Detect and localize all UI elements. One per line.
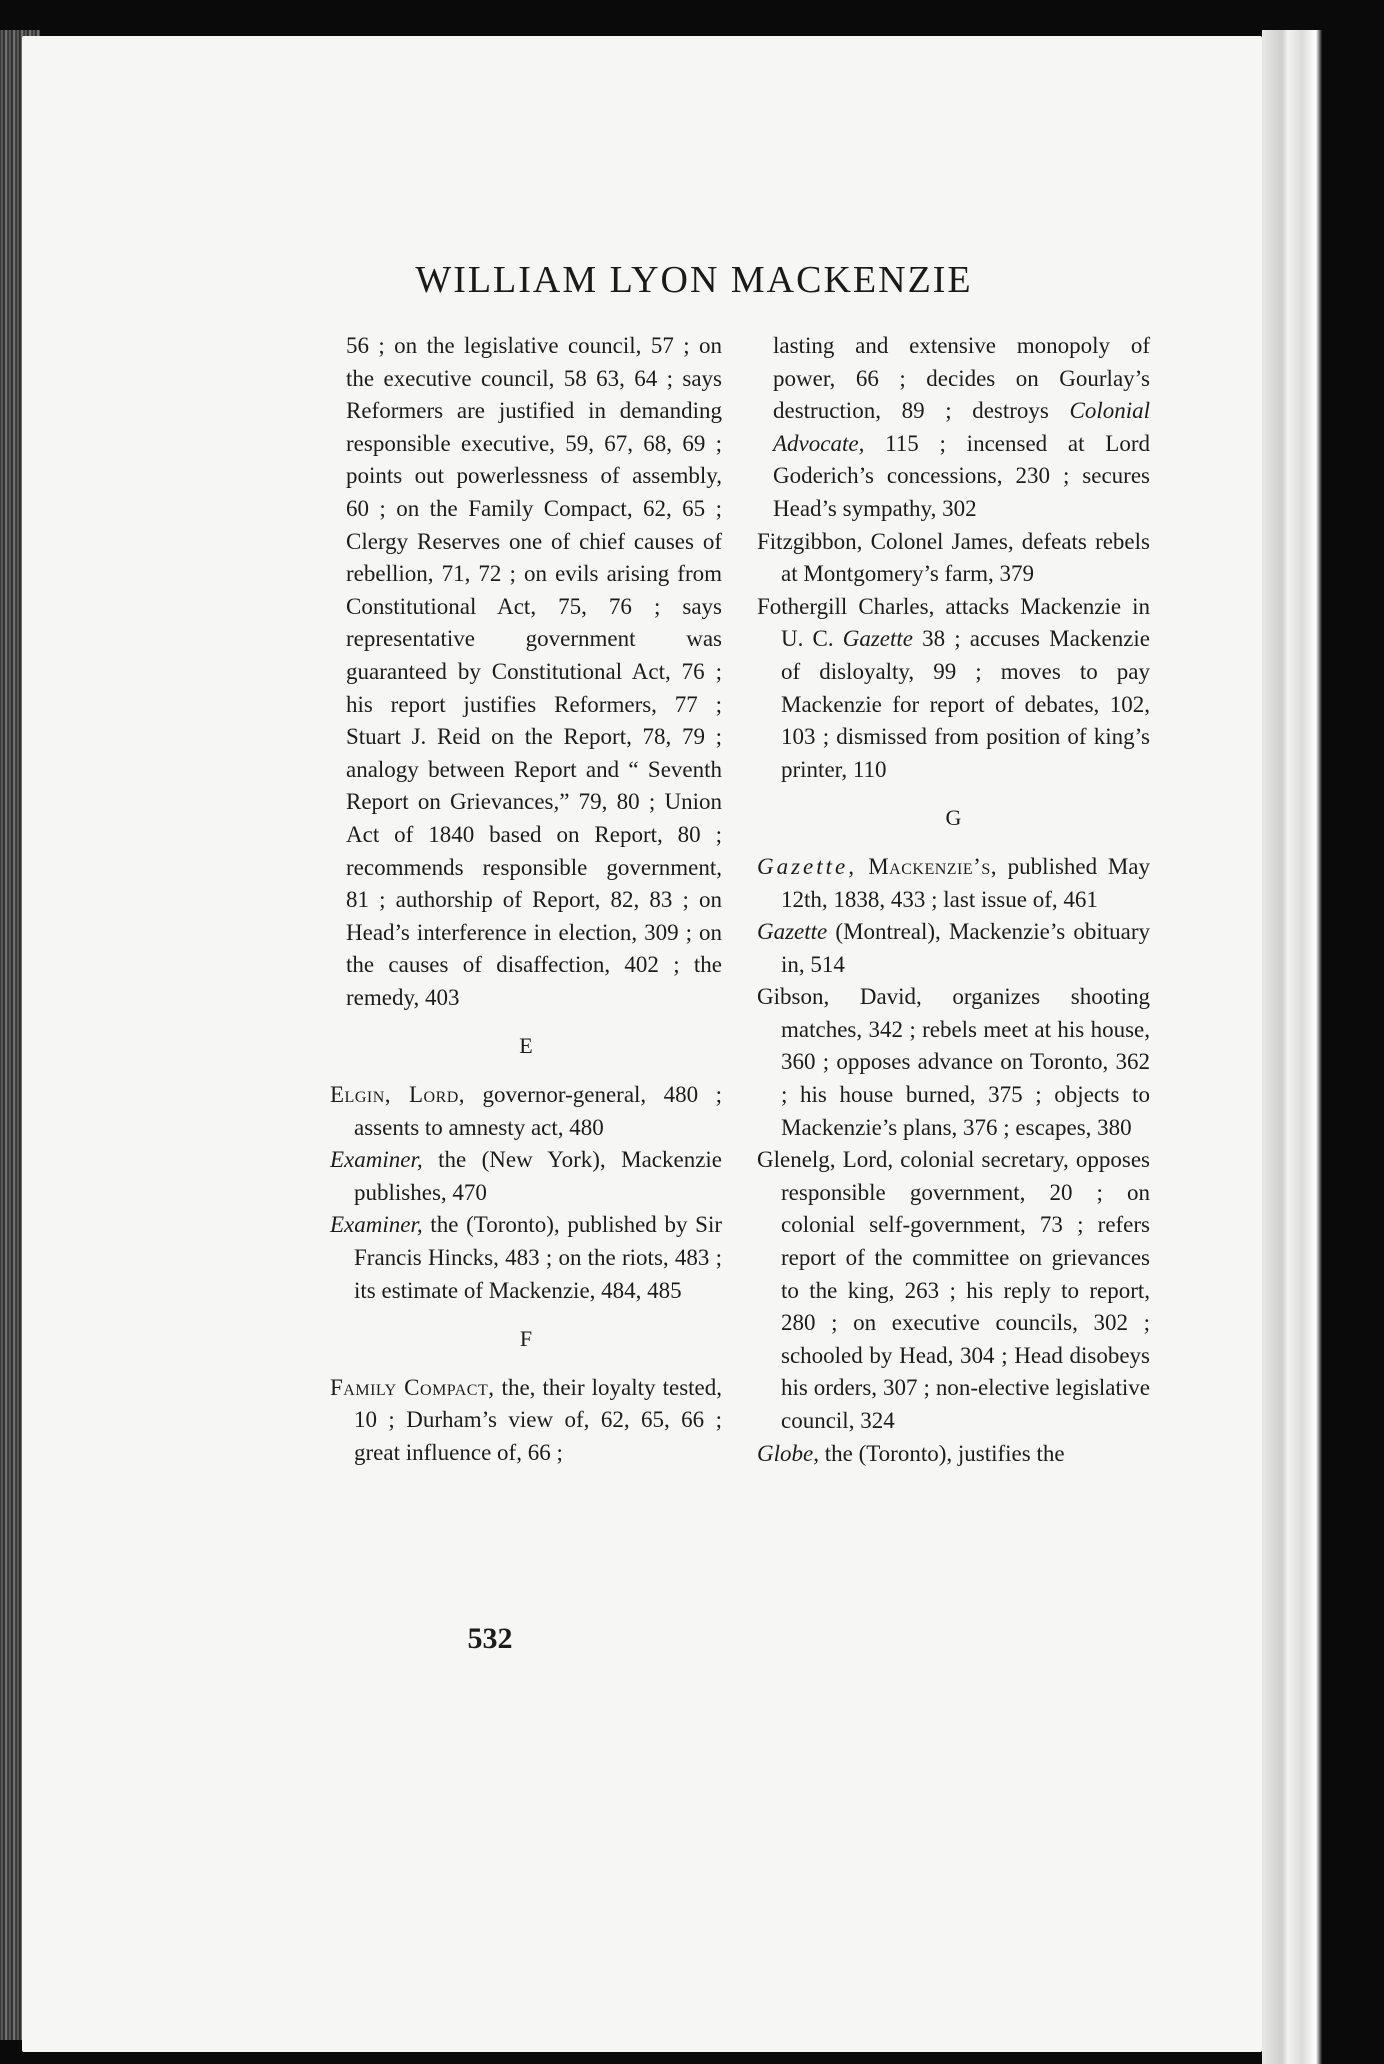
- entry-heading: Gazette: [757, 919, 828, 945]
- running-head: WILLIAM LYON MACKENZIE: [415, 259, 973, 301]
- index-entry-glenelg: Glenelg, Lord, colonial secretary, opposes responsible government, 20 ; on colonial self-government, 73 ; refers report of the committee on grievances to the king, 263 ; his reply to report, 280 ; on executive councils, 302 ; schooled by Head, 304 ; Head disobeys his orders, 307 ; non-elective legislative council, 324: [757, 1147, 1150, 1433]
- index-entry-examiner-toronto: [330, 1209, 722, 1307]
- page-edges-right: [1262, 30, 1322, 2064]
- index-entry-gazette-mackenzie: [757, 851, 1150, 916]
- entry-text: 115 ; incensed at Lord Goderich’s concessions, 230 ; secures Head’s sympathy, 302: [773, 430, 1150, 521]
- entry-text: the (Toronto), justifies the: [818, 1440, 1065, 1466]
- index-column-right: [757, 330, 1150, 1470]
- index-entry-fitzgibbon: Fitzgibbon, Colonel James, defeats rebels at Montgomery’s farm, 379: [757, 528, 1150, 587]
- entry-text: published May 12th, 1838, 433 ; last issue of, 461: [781, 853, 1150, 912]
- index-entry-gibson: Gibson, David, organizes shooting matches, 342 ; rebels meet at his house, 360 ; opposes advance on Toronto, 362 ; his house burned, 375 ; objects to Mackenzie’s plans, 376 ; escapes, 380: [757, 984, 1150, 1140]
- index-entry-durham-continued: 56 ; on the legislative council, 57 ; on the executive council, 58 63, 64 ; says Reformers are justified in demanding responsible executive, 59, 67, 68, 69 ; points out powerlessness of assembly, 60 ; on the Family Compact, 62, 65 ; Clergy Reserves one of chief causes of rebellion, 71, 72 ; on evils arising from Constitutional Act, 75, 76 ; says representative government was guaranteed by Constitutional Act, 76 ; his report justifies Reformers, 77 ; Stuart J. Reid on the Report, 78, 79 ; analogy between Report and “ Seventh Report on Grievances,” 79, 80 ; Union Act of 1840 based on Report, 80 ; recommends responsible government, 81 ; authorship of Report, 82, 83 ; on Head’s interference in election, 309 ; on the causes of disaffection, 402 ; the remedy, 403: [346, 333, 722, 1010]
- index-entry-examiner-new-york: [330, 1144, 722, 1209]
- entry-text: Fothergill Charles, attacks Mackenzie in U. C.: [757, 593, 1150, 652]
- entry-title-italic: Colonial Advocate,: [773, 398, 1150, 456]
- index-entry-family-compact: [330, 1372, 722, 1470]
- entry-heading: Examiner,: [330, 1147, 423, 1173]
- entry-text: governor-general, 480 ; assents to amnesty act, 480: [354, 1082, 722, 1140]
- index-entry-fothergill: [757, 591, 1150, 787]
- entry-text: the (New York), Mackenzie publishes, 470: [354, 1147, 722, 1205]
- page-number: 532: [467, 1622, 513, 1655]
- index-entry-family-compact-continued: [757, 330, 1150, 526]
- entry-text: the, their loyalty tested, 10 ; Durham’s view of, 62, 65, 66 ; great influence of, 66 ;: [354, 1374, 722, 1465]
- section-letter-g: G: [945, 805, 962, 831]
- entry-text: lasting and extensive monopoly of power, 66 ; decides on Gourlay’s destruction, 89 ; destroys: [773, 333, 1150, 424]
- entry-heading: Gazette,: [757, 853, 858, 879]
- entry-text: 38 ; accuses Mackenzie of disloyalty, 99 ; moves to pay Mackenzie for report of debates, 102, 103 ; dismissed from position of king’s printer, 110: [781, 626, 1151, 782]
- index-entry-gazette-montreal: [757, 916, 1150, 981]
- section-letter-e: E: [519, 1033, 533, 1059]
- entry-heading: Family Compact,: [330, 1374, 495, 1400]
- entry-text: the (Toronto), published by Sir Francis Hincks, 483 ; on the riots, 483 ; its estimate of Mackenzie, 484, 485: [354, 1212, 722, 1303]
- entry-heading: Examiner,: [330, 1212, 423, 1238]
- index-entry-elgin: [330, 1079, 722, 1144]
- index-entry-globe: [757, 1438, 1150, 1471]
- entry-heading: Elgin, Lord,: [330, 1082, 466, 1108]
- entry-text: (Montreal), Mackenzie’s obituary in, 514: [781, 919, 1150, 977]
- entry-title-italic: Gazette: [842, 626, 913, 652]
- index-column-left: [330, 330, 722, 1470]
- entry-heading-smallcaps: Mackenzie’s,: [857, 853, 997, 879]
- section-letter-f: F: [519, 1326, 533, 1352]
- entry-heading: Globe,: [757, 1440, 819, 1466]
